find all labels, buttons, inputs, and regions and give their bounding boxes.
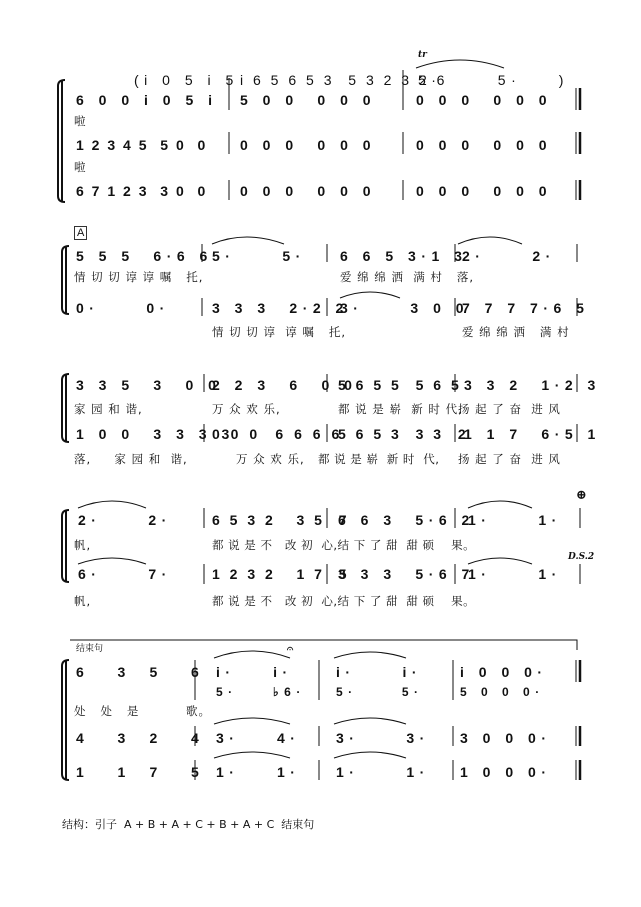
- s1-ossia-m3: 5· 5· ): [418, 72, 569, 88]
- ds-marking: D.S.2: [568, 552, 595, 562]
- s5-lyric: 处 处 是 歌。: [74, 704, 211, 718]
- s1-v3-m3: 0 0 0 0 0 0: [416, 183, 553, 199]
- s4-v1-m2: 6 5 3 2 3 5 7: [212, 512, 350, 528]
- s5-v1b-m4: 5 0 0 0·: [460, 685, 545, 699]
- s4-v1-m3: 6 6 3 5·6 2: [338, 512, 475, 528]
- s2-v2-m1: 0· 0·: [76, 300, 170, 316]
- s1-v1-m3: 0 0 0 0 0 0: [416, 92, 553, 108]
- s3-lyric-2d: 扬 起 了 奋 进 风: [458, 452, 561, 466]
- s4-lyric-1a: 帆,: [74, 538, 92, 552]
- s3-lyric-2b: 万 众 欢 乐,: [236, 452, 305, 466]
- s4-v2-m3: 3 3 3 5·6 7: [338, 566, 475, 582]
- s2-v1-m2: 5· 5·: [212, 248, 306, 264]
- s5-v3-m2: 1· 1·: [216, 764, 301, 780]
- s2-v2-m2: 3 3 3 2·2 2: [212, 300, 349, 316]
- s2-v1-m3: 6 6 5 3·1 3: [340, 248, 468, 264]
- s3-lyric-2c: 都 说 是 崭 新 时 代,: [318, 452, 440, 466]
- fermata-icon: 𝄐: [287, 642, 294, 655]
- s3-lyric-1a: 家 园 和 谐,: [74, 402, 143, 416]
- s2-v2-m3: 3· 3 0 0: [340, 300, 470, 316]
- s4-v2-m1: 6· 7·: [78, 566, 172, 582]
- s3-v1-m2: 2 2 3 6 0 0: [212, 377, 358, 393]
- s2-lyric-1a: 情 切 切 谆 谆 嘱 托,: [74, 270, 204, 284]
- s3-v1-m1: 3 3 5 3 0 0: [76, 377, 222, 393]
- s4-lyric-1b: 都 说 是 不 改 初 心,结 下 了 甜 甜 硕 果。: [212, 538, 476, 552]
- s5-v3-m4: 1 0 0 0·: [460, 764, 552, 780]
- s5-v1b-m2: 5· ♭6·: [216, 685, 306, 699]
- s1-v2-m3: 0 0 0 0 0 0: [416, 137, 553, 153]
- s2-lyric-2b: 爱 绵 绵 洒 满 村: [462, 325, 570, 339]
- s1-lyric-1: 啦: [74, 114, 87, 128]
- s1-v1-m2: 5 0 0 0 0 0: [240, 92, 377, 108]
- s3-lyric-2a: 落, 家 园 和 谐,: [74, 452, 188, 466]
- s4-lyric-2a: 帆,: [74, 594, 92, 608]
- s2-v1-m1: 5 5 5 6·6 6: [76, 248, 213, 264]
- coda-sign-icon: ⊕: [576, 488, 587, 503]
- s5-v1-m4: i 0 0 0·: [460, 664, 548, 680]
- s5-v2-m3: 3· 3·: [336, 730, 430, 746]
- s3-v1-m3: 5 6 5 5 5 6 5: [338, 377, 462, 393]
- s1-v1-m1: 6 0 0 i 0 5 i: [76, 92, 218, 108]
- rehearsal-mark-a: A: [74, 226, 87, 240]
- trill-mark: tr: [418, 50, 427, 60]
- s3-v1-m4: 3 3 2 1·2 3: [464, 377, 601, 393]
- s5-v1-m1: 6 3 5 6: [76, 664, 205, 680]
- s5-v2-m1: 4 3 2 4: [76, 730, 205, 746]
- s5-v2-m2: 3· 4·: [216, 730, 301, 746]
- s3-lyric-1c: 都 说 是 崭 新 时 代,: [338, 402, 463, 416]
- s4-v2-m2: 1 2 3 2 1 7 5: [212, 566, 350, 582]
- s3-v2-m1: 1 0 0 3 3 3 3: [76, 426, 235, 442]
- s1-ossia-m1: (i 0 5 i 5: [134, 72, 239, 88]
- s2-v2-m4: 7 7 7 7·6 5: [462, 300, 590, 316]
- s1-lyric-2: 啦: [74, 160, 87, 174]
- s5-v2-m4: 3 0 0 0·: [460, 730, 552, 746]
- structure-footer: 结构：引子 A + B + A + C + B + A + C 结束句: [62, 818, 315, 831]
- s3-lyric-1b: 万 众 欢 乐,: [212, 402, 281, 416]
- s5-v1b-m3: 5· 5·: [336, 685, 424, 699]
- s3-v2-m3: 5 6 5 3 3 3 2: [338, 426, 469, 442]
- s4-lyric-2b: 都 说 是 不 改 初 心,结 下 了 甜 甜 硕 果。: [212, 594, 476, 608]
- s3-lyric-1d: 扬 起 了 奋 进 风: [458, 402, 561, 416]
- s1-v2-m1: 1 2 3 4 5 5 0 0: [76, 137, 208, 153]
- s5-v1-m3: i· i·: [336, 664, 423, 680]
- s5-v1-m2: i· i·: [216, 664, 293, 680]
- s1-v3-m1: 6 7 1 2 3 3 0 0: [76, 183, 208, 199]
- s5-v3-m1: 1 1 7 5: [76, 764, 205, 780]
- s1-v2-m2: 0 0 0 0 0 0: [240, 137, 377, 153]
- s2-lyric-2a: 情 切 切 谆 谆 嘱 托,: [212, 325, 347, 339]
- s2-lyric-1b: 爱 绵 绵 洒 满 村 落,: [340, 270, 475, 284]
- s5-v3-m3: 1· 1·: [336, 764, 430, 780]
- s4-v1-m1: 2· 2·: [78, 512, 172, 528]
- s3-v2-m4: 1 1 7 6·5 1: [464, 426, 601, 442]
- s1-v3-m2: 0 0 0 0 0 0: [240, 183, 377, 199]
- s4-v2-m4: 1· 1·: [468, 566, 562, 582]
- s2-v1-m4: 2· 2·: [462, 248, 556, 264]
- s4-v1-m4: 1· 1·: [468, 512, 562, 528]
- s1-ossia-m2: i 6 5 6 5 3 5 3 2 3 2 6: [240, 72, 448, 88]
- coda-label: 结束句: [76, 644, 104, 654]
- s3-v2-m2: 0 0 0 6 6 6 6: [212, 426, 343, 442]
